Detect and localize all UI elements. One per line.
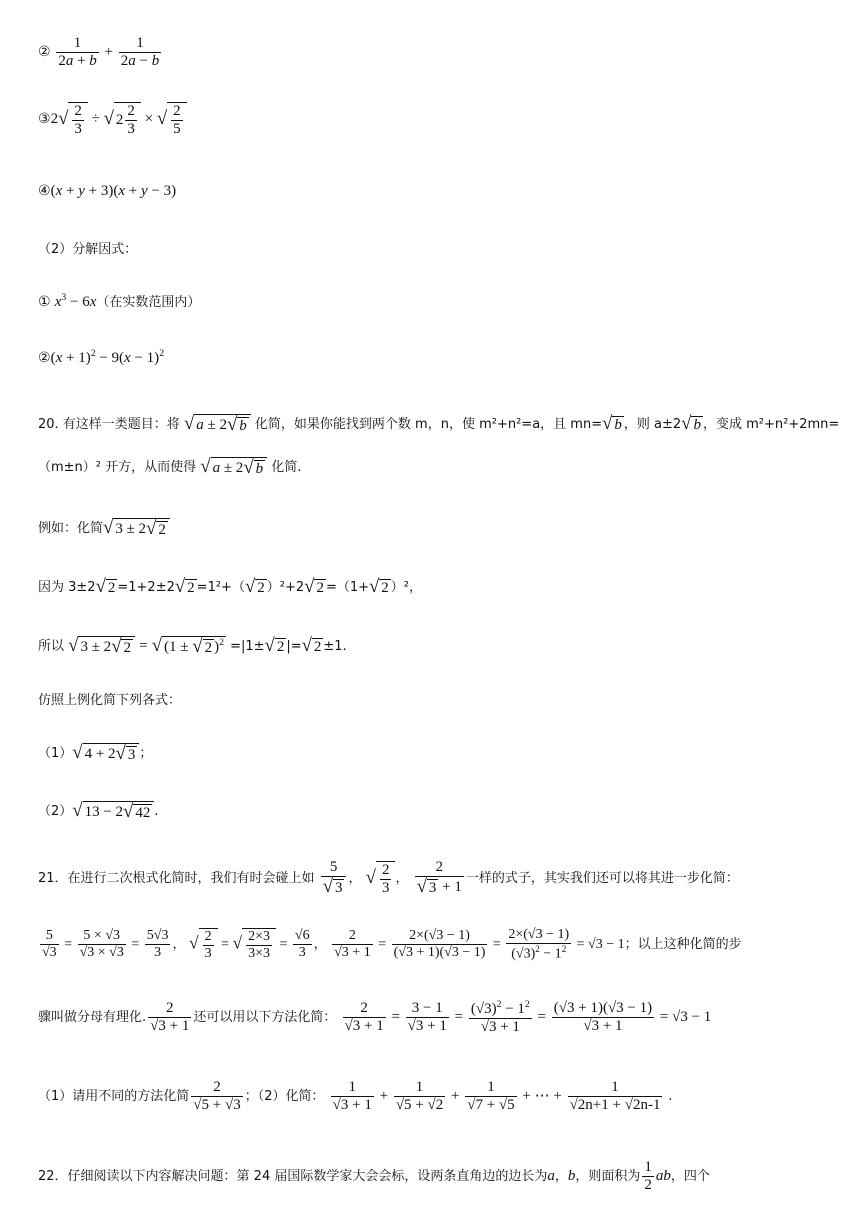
- q21-derivation-1: $\frac{5}{√3}$ = $\frac{5 \times √3}{√3 \times √3}$ = $\frac{5√3}{3}$ ， √ $\frac{2}{3}$ = √ $\frac{2\times 3}{3\times 3}$ = $\frac{√6}{3}$ ， $\frac{2}{√3 + 1}$ = $\frac{2\times(√3 - 1)}{(√3 + 1)(√3 - 1)}$ = $\frac{2\times(√3 - 1)}{(√3)^2 - 1^2}$ = √3 − 1；以上这种化简的步: [42, 927, 742, 962]
- item-label: ②: [38, 43, 51, 60]
- q20-line-2: （m±n）² 开方，从而使得 √ a ± 2√ b 化简.: [38, 455, 302, 478]
- q20-because: 因为 3±2√ 2 =1+2±2√ 2 =1²+（√ 2 ）²+2√ 2 =（1+√ 2 ）²，: [38, 576, 423, 597]
- q20-line-1: 20. 有这样一类题目：将 √ a ± 2√ b 化简，如果你能找到两个数 m，n，使 m²+n²=a，且 mn=√ b ，则 a±2√ b ，变成 m²+n²+2mn=: [38, 412, 840, 435]
- q20-so: 所以 √ 3 ± 2√ 2 = √ (1 ± √ 2 )$^2$ =|1±√ 2 |=√ 2 ±1.: [38, 634, 347, 658]
- part-2-heading: （2）分解因式：: [38, 242, 138, 257]
- factor-item-2: ②(x + $1)^2 - 9(x - 1)^2$: [38, 348, 165, 366]
- q21-question: （1）请用不同的方法化简 $\frac{2}{√5 + √3}$ ；（2）化简： $\frac{1}{√3 + 1}$ + $\frac{1}{√5 + √2}$ + $\frac{1}{√7 + √5}$ + ⋯ + $\frac{1}{√2n+1 + √2n-1}$ .: [38, 1079, 673, 1114]
- q21-intro: 21．在进行二次根式化简时，我们有时会碰上如 $\frac{5}{√ 3}$ ， √ $\frac{2}{3}$ ， $\frac{2}{√ 3 + 1}$ 一样的式子，其实我们还可以将其进一步化简：: [38, 859, 739, 897]
- item-3-expression: ③2√ $\frac{2}{3}$ ÷ √ 2 $\frac{2}{3}$ × √ $\frac{2}{5}$: [38, 102, 187, 137]
- q21-derivation-2: 骤叫做分母有理化. $\frac{2}{√3 + 1}$ 还可以用以下方法化简： $\frac{2}{√3 + 1}$ = $\frac{3 - 1}{√3 + 1}$ = $\frac{(√3)^2 - 1^2}{√3 + 1}$ = $\frac{(√3 + 1)(√3 - 1)}{√3 + 1}$ = √3 − 1: [38, 999, 712, 1035]
- item-label: ③: [38, 110, 51, 127]
- item-label: ④: [38, 183, 51, 199]
- factor-note: （在实数范围内）: [96, 295, 201, 310]
- factor-item-1: ① $x^3 - 6x$（在实数范围内）: [38, 292, 201, 310]
- q20-part-1: （1）√ 4 + 2√ 3 ；: [38, 741, 153, 764]
- q20-part-2: （2）√ 13 − 2√ 42 .: [38, 799, 159, 822]
- item-4-expression: ④(x + y + 3)(x + y − 3): [38, 183, 177, 199]
- q20-imitate: 仿照上例化简下列各式：: [38, 693, 182, 708]
- item-label: ①: [38, 294, 51, 310]
- item-2-expression: ② $\frac{1}{2a + b}$ + $\frac{1}{2a - b}$: [38, 35, 160, 69]
- item-label: ②: [38, 350, 51, 366]
- q22-text: 22．仔细阅读以下内容解决问题：第 24 届国际数学家大会会标，设两条直角边的边长为a，b，则面积为 $\frac{1}{2}$ ab，四个: [38, 1159, 710, 1193]
- q20-example: 例如：化简√ 3 ± 2√ 2: [38, 518, 170, 539]
